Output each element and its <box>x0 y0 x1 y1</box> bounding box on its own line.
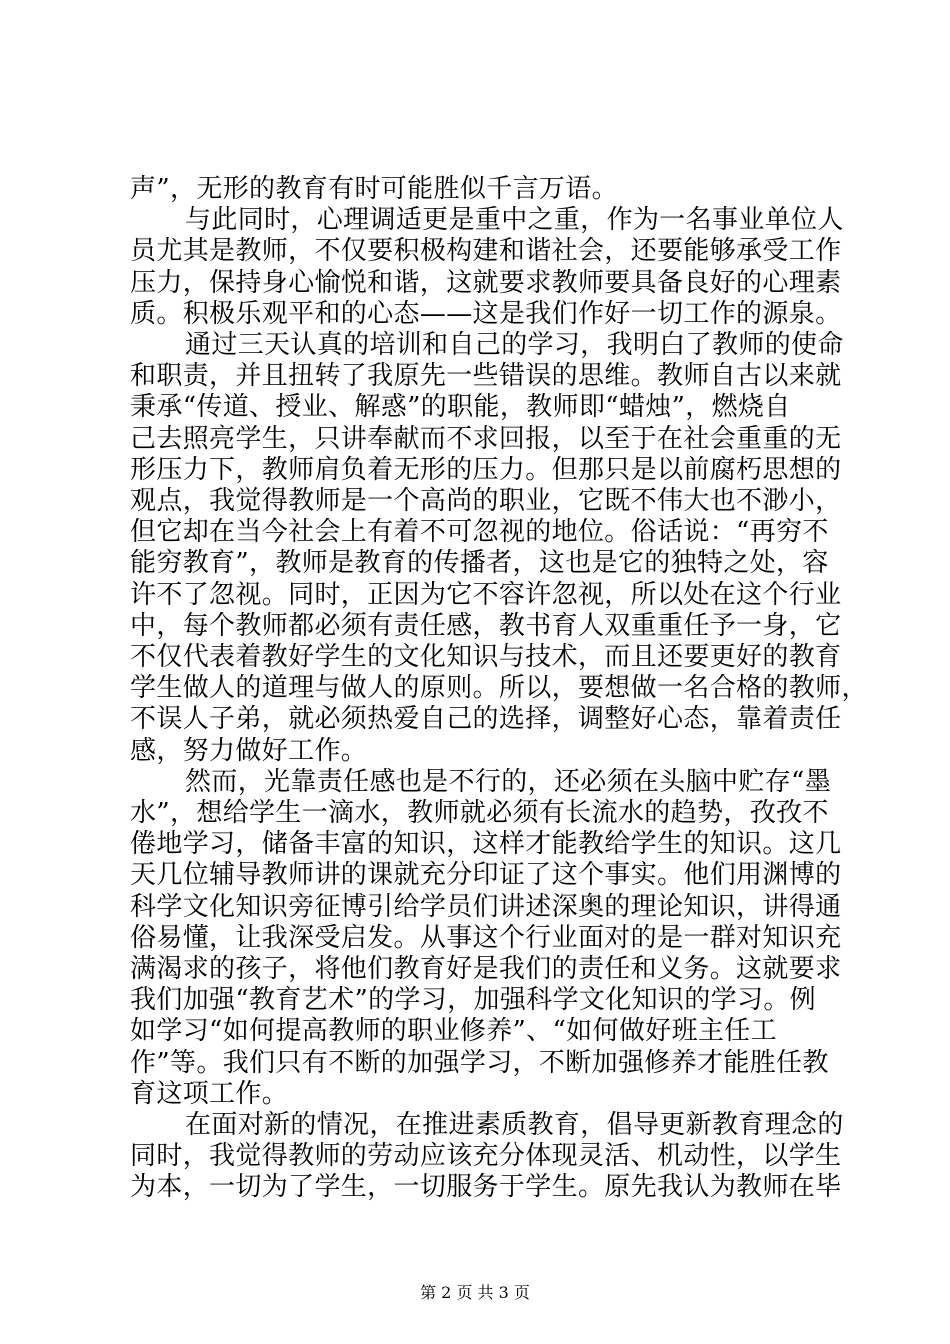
text-line: 不仅代表着教好学生的文化知识与技术，而且还要更好的教育 <box>130 642 842 672</box>
text-line: 为本，一切为了学生，一切服务于学生。原先我认为教师在毕 <box>130 1172 842 1203</box>
text-line: 能穷教育”，教师是教育的传播者，这也是它的独特之处，容 <box>130 548 829 579</box>
text-line: 秉承“传道、授业、解惑”的职能，教师即“蜡烛”，燃烧自 <box>130 392 791 423</box>
text-line: 俗易懂，让我深受启发。从事这个行业面对的是一群对知识充 <box>130 922 842 953</box>
paragraph-first-line: 在面对新的情况，在推进素质教育，倡导更新教育理念的 <box>185 1110 844 1140</box>
text-line: 和职责，并且扭转了我原先一些错误的思维。教师自古以来就 <box>130 361 842 392</box>
text-line: 我们加强“教育艺术”的学习，加强科学文化知识的学习。例 <box>130 985 817 1016</box>
paragraph-first-line: 通过三天认真的培训和自己的学习，我明白了教师的使命 <box>185 330 844 360</box>
text-line: 感，努力做好工作。 <box>130 735 368 766</box>
paragraph-first-line: 与此同时，心理调适更是重中之重，作为一名事业单位人 <box>185 205 844 236</box>
text-line: 学生做人的道理与做人的原则。所以，要想做一名合格的教师， <box>130 673 868 704</box>
text-line: 如学习“如何提高教师的职业修养”、“如何做好班主任工 <box>130 1016 777 1047</box>
text-line: 质。积极乐观平和的心态——这是我们作好一切工作的源泉。 <box>130 298 842 329</box>
text-line: 员尤其是教师，不仅要积极构建和谐社会，还要能够承受工作 <box>130 236 842 267</box>
text-line: 同时，我觉得教师的劳动应该充分体现灵活、机动性，以学生 <box>130 1141 842 1172</box>
text-line: 作”等。我们只有不断的加强学习，不断加强修养才能胜任教 <box>130 1047 829 1078</box>
text-line: 倦地学习，储备丰富的知识，这样才能教给学生的知识。这几 <box>130 829 842 860</box>
text-line: 声”，无形的教育有时可能胜似千言万语。 <box>130 174 618 204</box>
text-line: 科学文化知识旁征博引给学员们讲述深奥的理论知识，讲得通 <box>130 891 842 922</box>
text-line: 水”，想给学生一滴水，教师就必须有长流水的趋势，孜孜不 <box>130 798 829 828</box>
text-line: 压力，保持身心愉悦和谐，这就要求教师要具备良好的心理素 <box>130 267 842 298</box>
text-line: 满渴求的孩子，将他们教育好是我们的责任和义务。这就要求 <box>130 954 842 984</box>
text-line: 形压力下，教师肩负着无形的压力。但那只是以前腐朽思想的 <box>130 454 842 485</box>
text-line: 观点，我觉得教师是一个高尚的职业，它既不伟大也不渺小， <box>130 486 842 516</box>
text-line: 但它却在当今社会上有着不可忽视的地位。俗话说：“再穷不 <box>130 517 829 548</box>
text-line: 天几位辅导教师讲的课就充分印证了这个事实。他们用渊博的 <box>130 860 842 891</box>
page-number-footer: 第 2 页 共 3 页 <box>420 1283 530 1302</box>
text-line: 己去照亮学生，只讲奉献而不求回报，以至于在社会重重的无 <box>130 423 842 454</box>
text-line: 不误人子弟，就必须热爱自己的选择，调整好心态，靠着责任 <box>130 704 842 735</box>
paragraph-first-line: 然而，光靠责任感也是不行的，还必须在头脑中贮存“墨 <box>185 766 832 797</box>
text-line: 许不了忽视。同时，正因为它不容许忽视，所以处在这个行业 <box>130 579 842 610</box>
text-line: 育这项工作。 <box>130 1078 289 1109</box>
text-line: 中，每个教师都必须有责任感，教书育人双重重任予一身，它 <box>130 610 842 641</box>
